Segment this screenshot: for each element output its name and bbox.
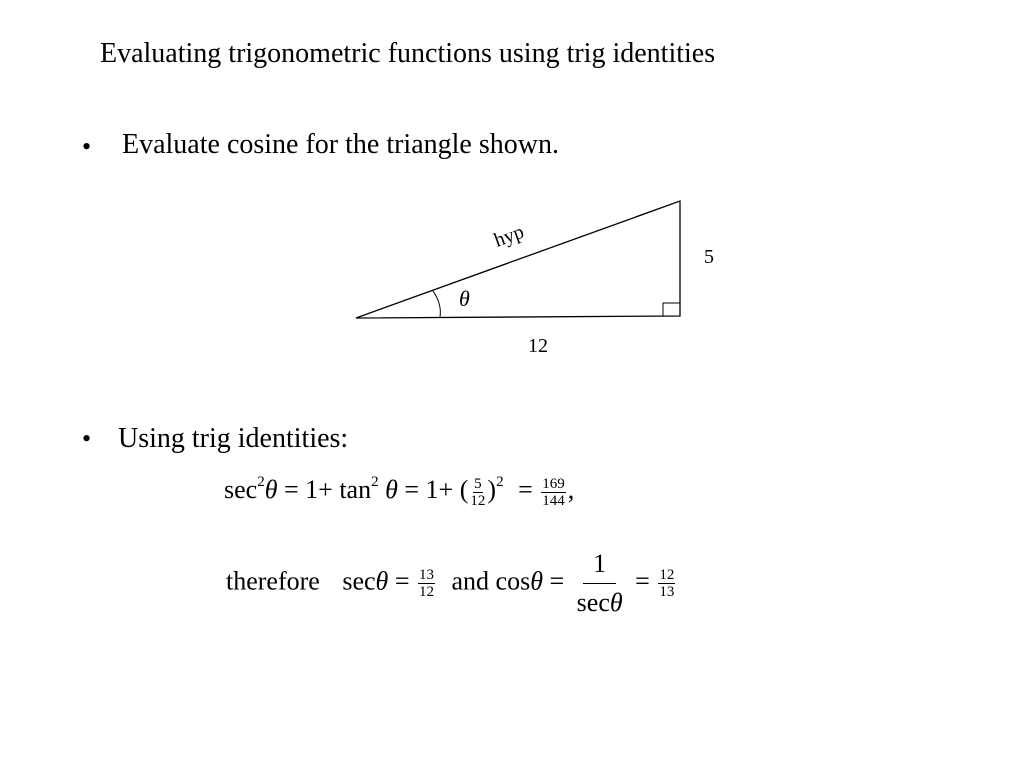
equation-cos-result: therefore secθ = $\frac{13}{12}$ and cosθ = $\frac{1}{\sec\theta}$ = $\frac{12}{13}$ [226, 549, 675, 617]
slide-title: Evaluating trigonometric functions using trig identities [100, 38, 716, 69]
opposite-side-label: 5 [704, 246, 714, 268]
fraction-12-13: $\frac{12}{13}$ [659, 567, 675, 600]
bullet-marker: • [82, 424, 92, 453]
fraction-169-144: $\frac{169}{144}$ [542, 475, 565, 509]
equation-sec-squared: $\sec^2\theta = 1+ \tan^2 \theta = 1+$ ( $\frac{5}{12}$ )$^2$ = $\frac{169}{144}$ , [224, 474, 575, 509]
fraction-1-over-sec: $\frac{1}{\sec\theta}$ [576, 549, 623, 617]
angle-theta-label: θ [459, 286, 470, 311]
hyp-label: hyp [491, 220, 527, 252]
fraction-13-12: $\frac{13}{12}$ [418, 567, 434, 600]
bullet-text-identities: Using trig identities: [118, 423, 349, 454]
bullet-marker: • [82, 132, 92, 161]
adjacent-side-label: 12 [528, 335, 548, 357]
bullet-text-evaluate: Evaluate cosine for the triangle shown. [122, 129, 559, 160]
fraction-5-12: $\frac{5}{12}$ [470, 475, 486, 509]
